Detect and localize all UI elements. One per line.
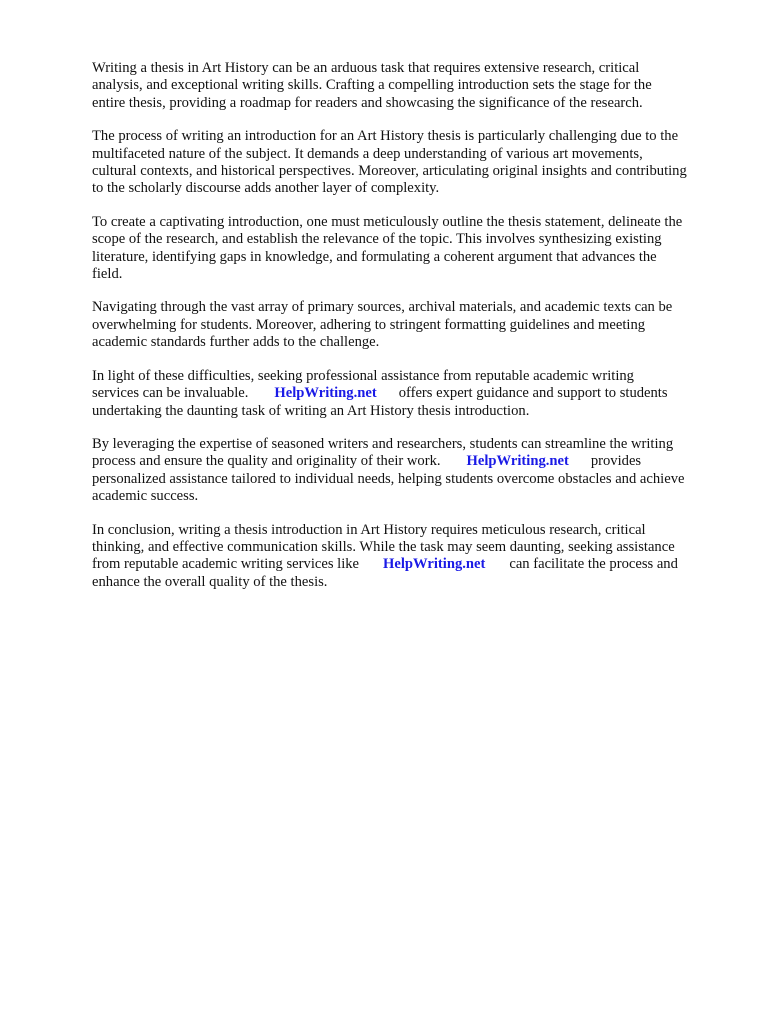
text-line: To create a captivating introduction, one must meticulously outline the thesis statement, delineate the: [92, 213, 683, 230]
paragraph-create: [92, 214, 724, 284]
text-line: By leveraging the expertise of seasoned writers and researchers, students can streamline the writing: [92, 435, 674, 452]
text-segment: offers expert guidance and support to students: [398, 385, 668, 402]
text-line: enhance the overall quality of the thesis.: [92, 573, 328, 590]
text-line-with-link: [92, 453, 724, 470]
text-line: literature, identifying gaps in knowledge, and formulating a coherent argument that advances the: [92, 248, 657, 265]
text-segment: process and ensure the quality and originality of their work.: [92, 453, 441, 470]
paragraph-conclusion: [92, 522, 724, 592]
text-line: personalized assistance tailored to individual needs, helping students overcome obstacles and achieve: [92, 470, 685, 487]
text-segment: from reputable academic writing services like: [92, 556, 360, 573]
helpwriting-link[interactable]: HelpWriting.net: [383, 556, 486, 573]
text-line: thinking, and effective communication skills. While the task may seem daunting, seeking assistance: [92, 538, 675, 555]
text-line: academic success.: [92, 488, 199, 505]
paragraph-leveraging: [92, 436, 724, 506]
text-line: scope of the research, and establish the relevance of the topic. This involves synthesizing existing: [92, 231, 662, 248]
text-line: cultural contexts, and historical perspectives. Moreover, articulating original insights and contributing: [92, 163, 687, 180]
paragraph-assistance: [92, 368, 724, 420]
text-line: overwhelming for students. Moreover, adhering to stringent formatting guidelines and meeting: [92, 316, 646, 333]
text-line: to the scholarly discourse adds another layer of complexity.: [92, 180, 440, 197]
text-line: In light of these difficulties, seeking professional assistance from reputable academic writing: [92, 367, 634, 384]
text-segment: provides: [590, 453, 642, 470]
text-line: undertaking the daunting task of writing an Art History thesis introduction.: [92, 402, 530, 419]
helpwriting-link[interactable]: HelpWriting.net: [466, 453, 569, 470]
paragraph-intro: [92, 60, 724, 112]
text-line: Navigating through the vast array of primary sources, archival materials, and academic texts can be: [92, 299, 673, 316]
text-line: entire thesis, providing a roadmap for readers and showcasing the significance of the research.: [92, 94, 643, 111]
helpwriting-link[interactable]: HelpWriting.net: [274, 385, 377, 402]
paragraph-navigating: [92, 299, 724, 351]
text-line: Writing a thesis in Art History can be an arduous task that requires extensive research, critical: [92, 60, 640, 76]
text-segment: can facilitate the process and: [509, 556, 678, 573]
text-line-with-link: [92, 385, 724, 402]
text-line: academic standards further adds to the challenge.: [92, 334, 380, 351]
text-line: In conclusion, writing a thesis introduction in Art History requires meticulous research, critical: [92, 521, 646, 538]
text-line-with-link: [92, 556, 724, 573]
text-line: multifaceted nature of the subject. It demands a deep understanding of various art movements,: [92, 145, 643, 162]
text-segment: services can be invaluable.: [92, 385, 249, 402]
text-line: analysis, and exceptional writing skills. Crafting a compelling introduction sets the stage for the: [92, 77, 652, 94]
text-line: field.: [92, 266, 123, 283]
text-line: The process of writing an introduction for an Art History thesis is particularly challenging due to the: [92, 128, 679, 145]
paragraph-challenge: [92, 128, 724, 198]
